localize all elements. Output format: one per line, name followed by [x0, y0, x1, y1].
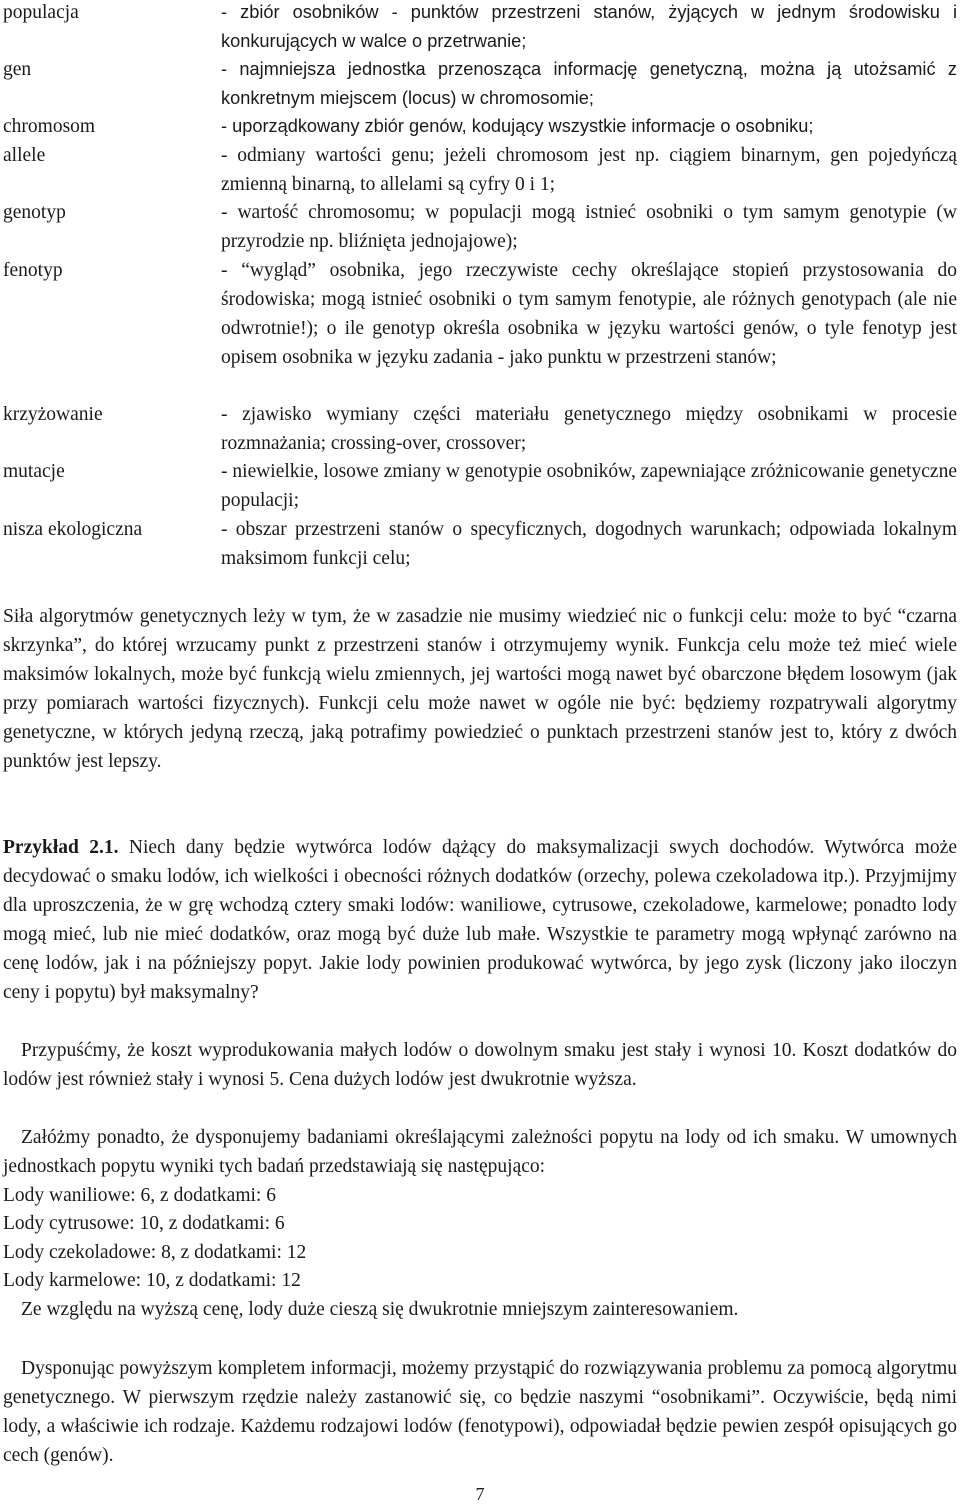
glossary-term: genotyp [3, 202, 66, 223]
paragraph-strength: Siła algorytmów genetycznych leży w tym, że w zasadzie nie musimy wiedzieć nic o funkcji celu: może to być “czarna skrzynka”, do której wrzucamy punkt z przestrzeni stanów i otrzymujemy wynik. Funkcja celu może też mieć wiele maksimów lokalnych, może być funkcją wielu zmiennych, jej wartości mogą nawet być obarczone błędem losowym (jak przy pomiarach wartości fizycznych). Funkcji celu może nawet w ogóle nie być: będziemy rozpatrywali algorytmy genetyczne, w których jedyną rzeczą, jaką potrafimy powiedzieć o punktach przestrzeni stanów jest to, który z dwóch punktów jest lepszy. [3, 606, 957, 772]
glossary-term: allele [3, 145, 46, 166]
glossary-definition: - obszar przestrzeni stanów o specyficznych, dogodnych warunkach; odpowiada lokalnym maksimom funkcji celu; [221, 519, 957, 569]
glossary-term: gen [3, 59, 32, 80]
glossary-definition: - zbiór osobników - punktów przestrzeni stanów, żyjących w jednym środowisku i konkurujących w walce o przetrwanie; [221, 2, 957, 51]
glossary-term: mutacje [3, 461, 65, 482]
glossary-definition: - niewielkie, losowe zmiany w genotypie osobników, zapewniające zróżnicowanie genetyczne populacji; [221, 461, 957, 511]
example-label: Przykład 2.1. [3, 837, 119, 858]
glossary-definition: - wartość chromosomu; w populacji mogą istnieć osobniki o tym samym genotypie (w przyrodzie np. bliźnięta jednojajowe); [221, 202, 957, 252]
paragraph-conclusion: Dysponując powyższym kompletem informacji, możemy przystąpić do rozwiązywania problemu za pomocą algorytmu genetycznego. W pierwszym rzędzie należy zastanowić się, co będzie naszymi “osobnikami”. Oczywiście, będą nimi lody, a właściwie ich rodzaje. Każdemu rodzajowi lodów (fenotypowi), odpowiadał będzie pewien zespół opisujących go cech (genów). [3, 1358, 957, 1466]
glossary-term: fenotyp [3, 260, 63, 281]
paragraph-large-note: Ze względu na wyższą cenę, lody duże cieszą się dwukrotnie mniejszym zainteresowaniem. [21, 1299, 739, 1320]
paragraph-example [3, 833, 957, 1007]
glossary-definition: - “wygląd” osobnika, jego rzeczywiste cechy określające stopień przystosowania do środowiska; mogą istnieć osobniki o tym samym fenotypie, ale różnych genotypach (ale nie odwrotnie!); o ile genotyp określa osobnika w języku wartości genów, o tyle fenotyp jest opisem osobnika w języku zadania - jako punktu w przestrzeni stanów; [221, 260, 957, 368]
glossary-definition: - uporządkowany zbiór genów, kodujący wszystkie informacje o osobniku; [221, 116, 814, 136]
list-item: Lody karmelowe: 10, z dodatkami: 12 [3, 1270, 301, 1291]
paragraph-cost: Przypuśćmy, że koszt wyprodukowania małych lodów o dowolnym smaku jest stały i wynosi 10. Koszt dodatków do lodów jest również stały i wynosi 5. Cena dużych lodów jest dwukrotnie wyższa. [3, 1040, 957, 1090]
page-number: 7 [475, 1484, 485, 1504]
glossary-definition: - zjawisko wymiany części materiału genetycznego między osobnikami w procesie rozmnażania; crossing-over, crossover; [221, 404, 957, 454]
glossary-term: populacja [3, 2, 79, 23]
example-text: Niech dany będzie wytwórca lodów dążący do maksymalizacji swych dochodów. Wytwórca może decydować o smaku lodów, ich wielkości i obecności różnych dodatków (orzechy, polewa czekoladowa itp.). Przyjmijmy dla uproszczenia, że w grę wchodzą cztery smaki lodów: waniliowe, cytrusowe, czekoladowe, karmelowe; ponadto lody mogą mieć, lub nie mieć dodatków, oraz mogą być duże lub małe. Wszystkie te parametry mogą wpłynąć zarówno na cenę lodów, jak i na późniejszy popyt. Jakie lody powinien produkować wytwórca, by jego zysk (liczony jako iloczyn ceny i popytu) był maksymalny? [3, 837, 957, 1003]
glossary-term: nisza ekologiczna [3, 519, 143, 540]
paragraph-demand: Załóżmy ponadto, że dysponujemy badaniami określającymi zależności popytu na lody od ich smaku. W umownych jednostkach popytu wyniki tych badań przedstawiają się następująco: [3, 1127, 957, 1177]
list-item: Lody cytrusowe: 10, z dodatkami: 6 [3, 1213, 285, 1234]
list-item: Lody czekoladowe: 8, z dodatkami: 12 [3, 1242, 307, 1263]
glossary-definition: - odmiany wartości genu; jeżeli chromosom jest np. ciągiem binarnym, gen pojedyńczą zmienną binarną, to allelami są cyfry 0 i 1; [221, 145, 957, 195]
glossary-term: krzyżowanie [3, 404, 103, 425]
glossary-definition: - najmniejsza jednostka przenosząca informację genetyczną, można ją utożsamić z konkretnym miejscem (locus) w chromosomie; [221, 59, 957, 108]
list-item: Lody waniliowe: 6, z dodatkami: 6 [3, 1185, 276, 1206]
glossary-term: chromosom [3, 116, 96, 137]
